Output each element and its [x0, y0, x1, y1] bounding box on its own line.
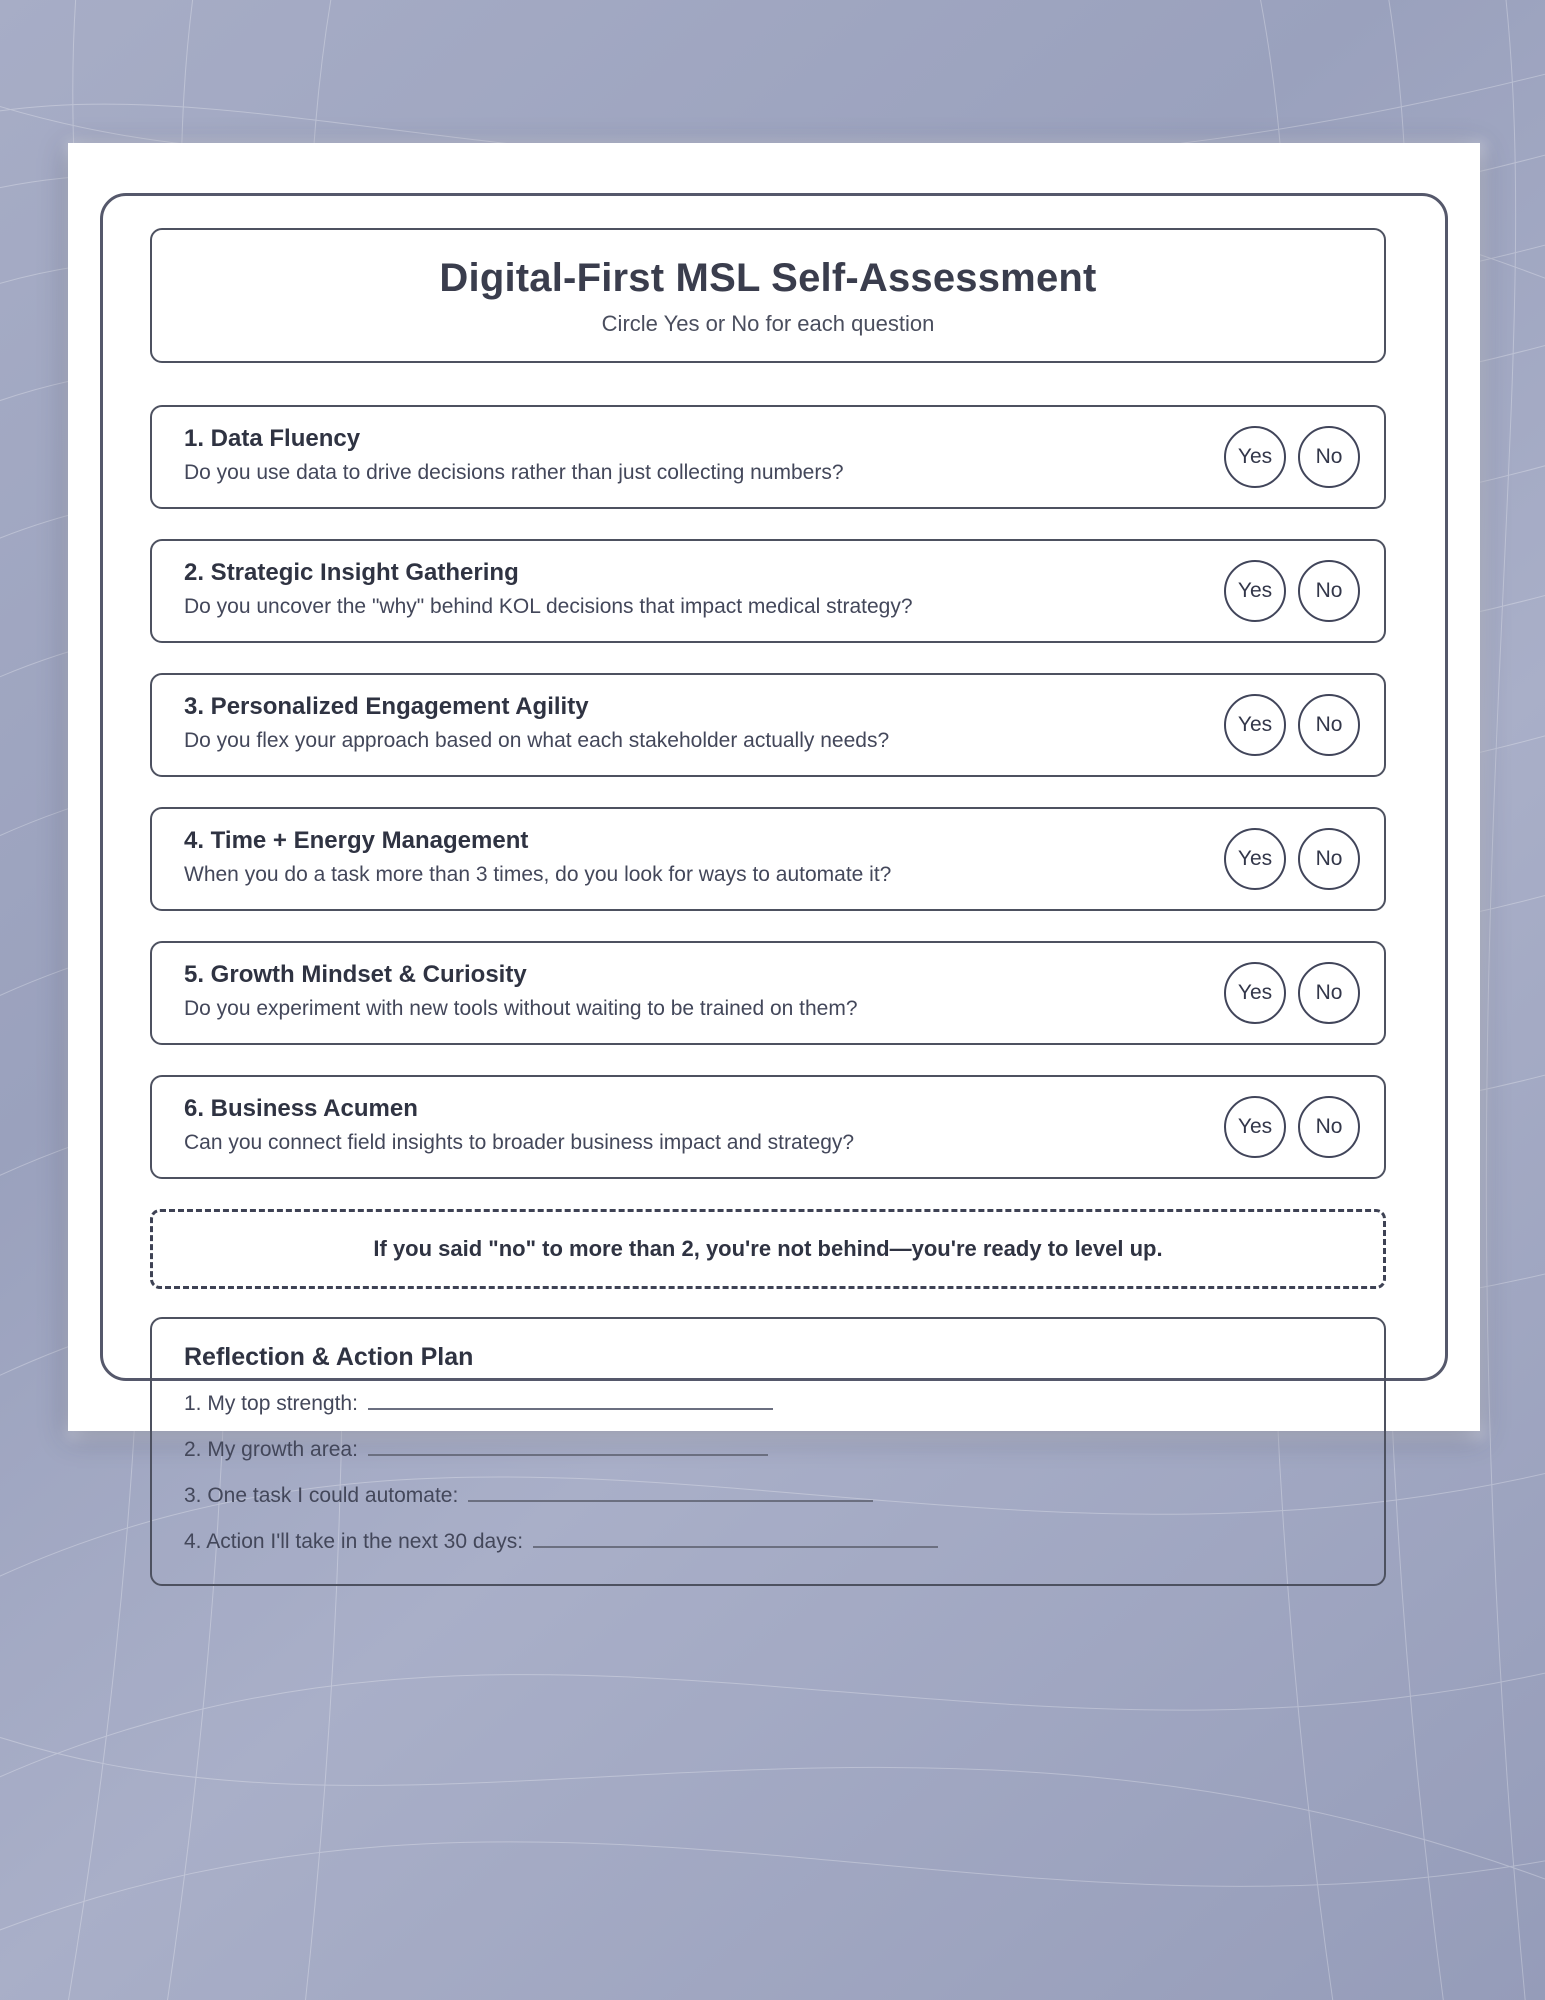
- title-block: [150, 228, 1386, 363]
- page-title: Digital-First MSL Self-Assessment: [439, 256, 1097, 300]
- reflection-line: [184, 1392, 1352, 1416]
- reflection-write-line[interactable]: [368, 1394, 773, 1410]
- question-row: [150, 1075, 1386, 1179]
- answer-no-option[interactable]: No: [1298, 560, 1360, 622]
- answer-yes-option[interactable]: Yes: [1224, 694, 1286, 756]
- reflection-label: 4. Action I'll take in the next 30 days:: [184, 1530, 524, 1553]
- reflection-write-line[interactable]: [533, 1532, 938, 1548]
- worksheet-content: [150, 228, 1386, 1586]
- answer-options: [1224, 1096, 1360, 1158]
- question-heading: 5. Growth Mindset & Curiosity: [184, 961, 527, 988]
- question-text: Can you connect field insights to broader business impact and strategy?: [184, 1131, 855, 1154]
- reflection-title: Reflection & Action Plan: [184, 1343, 474, 1371]
- question-heading: 2. Strategic Insight Gathering: [184, 559, 519, 586]
- question-text: When you do a task more than 3 times, do you look for ways to automate it?: [184, 863, 892, 886]
- reflection-label: 2. My growth area:: [184, 1438, 358, 1461]
- reflection-write-line[interactable]: [368, 1440, 768, 1456]
- question-heading: 4. Time + Energy Management: [184, 827, 529, 854]
- question-row: [150, 941, 1386, 1045]
- answer-no-option[interactable]: No: [1298, 962, 1360, 1024]
- question-text: Do you experiment with new tools without waiting to be trained on them?: [184, 997, 858, 1020]
- answer-options: [1224, 694, 1360, 756]
- question-row: [150, 673, 1386, 777]
- reflection-label: 3. One task I could automate:: [184, 1484, 459, 1507]
- callout-note: If you said "no" to more than 2, you're not behind—you're ready to level up.: [150, 1209, 1386, 1289]
- question-list: [150, 405, 1386, 1179]
- question-text: Do you uncover the "why" behind KOL decisions that impact medical strategy?: [184, 595, 913, 618]
- question-heading: 6. Business Acumen: [184, 1095, 418, 1122]
- answer-no-option[interactable]: No: [1298, 828, 1360, 890]
- question-row: [150, 807, 1386, 911]
- answer-options: [1224, 560, 1360, 622]
- reflection-line: [184, 1438, 1352, 1462]
- answer-yes-option[interactable]: Yes: [1224, 962, 1286, 1024]
- page-subtitle: Circle Yes or No for each question: [601, 311, 935, 336]
- question-text: Do you use data to drive decisions rather than just collecting numbers?: [184, 461, 844, 484]
- question-text: Do you flex your approach based on what each stakeholder actually needs?: [184, 729, 890, 752]
- answer-yes-option[interactable]: Yes: [1224, 828, 1286, 890]
- answer-yes-option[interactable]: Yes: [1224, 1096, 1286, 1158]
- question-heading: 3. Personalized Engagement Agility: [184, 693, 589, 720]
- answer-no-option[interactable]: No: [1298, 1096, 1360, 1158]
- reflection-line: [184, 1484, 1352, 1508]
- reflection-section: [150, 1317, 1386, 1586]
- answer-options: [1224, 828, 1360, 890]
- answer-yes-option[interactable]: Yes: [1224, 426, 1286, 488]
- question-row: [150, 405, 1386, 509]
- question-row: [150, 539, 1386, 643]
- answer-options: [1224, 426, 1360, 488]
- reflection-write-line[interactable]: [468, 1486, 873, 1502]
- reflection-line: [184, 1530, 1352, 1554]
- answer-yes-option[interactable]: Yes: [1224, 560, 1286, 622]
- answer-no-option[interactable]: No: [1298, 694, 1360, 756]
- reflection-label: 1. My top strength:: [184, 1392, 358, 1415]
- answer-options: [1224, 962, 1360, 1024]
- question-heading: 1. Data Fluency: [184, 425, 361, 452]
- answer-no-option[interactable]: No: [1298, 426, 1360, 488]
